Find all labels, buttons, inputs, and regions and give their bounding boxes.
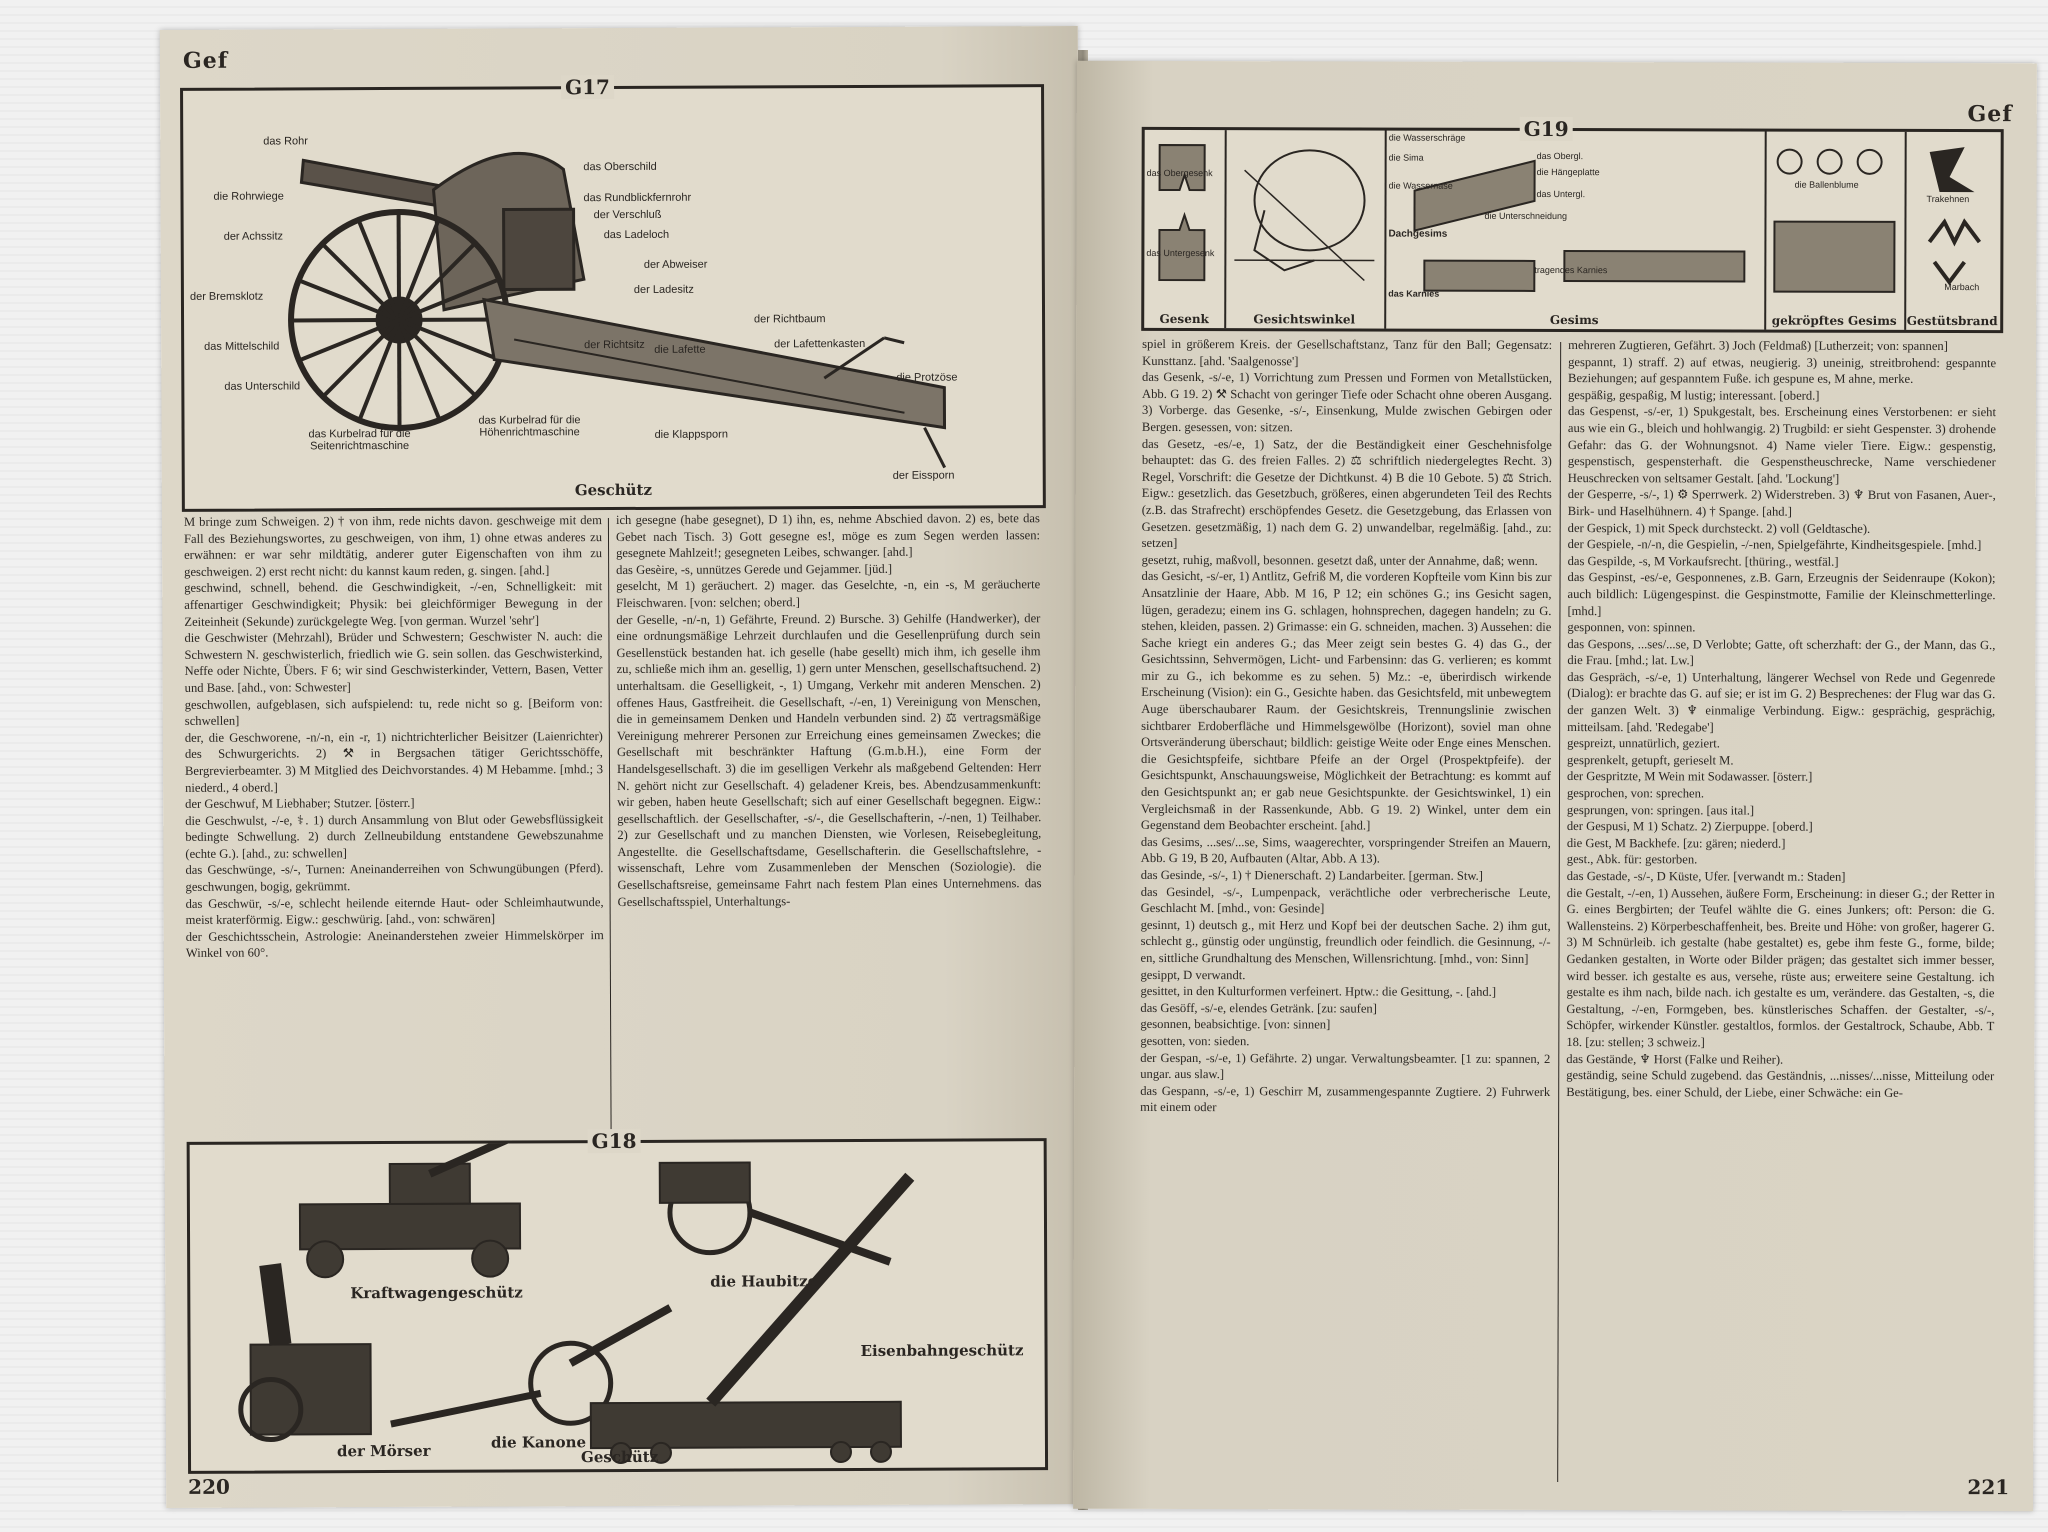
label-haengeplatte: die Hängeplatte: [1536, 166, 1600, 178]
label-protzoese: die Protzöse: [896, 371, 958, 384]
caption-gesims: Gesims: [1549, 312, 1599, 328]
label-lafettenkasten: der Lafettenkasten: [774, 337, 866, 351]
entry: der Gespiele, -n/-n, die Gespielin, -/-nen, Spielgefährte, Kindheitsgespiele. [mhd.]: [1567, 537, 1982, 553]
entry: das Gespons, ...ses/...se, D Verlobte; Gatte, oft scherzhaft: der G., der Mann, das G., die Frau. [mhd.; lat. Lw.]: [1567, 636, 1996, 668]
entry: geselcht, M 1) geräuchert. 2) mager. das Geselchte, -n, ein -s, M geräucherte Fleischwaren. [von: selchen; oberd.]: [616, 577, 1041, 610]
entry: das Gesèire, -s, unnützes Gerede und Gejammer. [jüd.]: [616, 561, 893, 577]
entry: das Gesöff, -s/-e, elendes Getränk. [zu: saufen]: [1140, 1000, 1377, 1016]
die-forge-icon: [1144, 130, 1224, 310]
label-karnies: das Karnies: [1388, 288, 1440, 299]
entry: der Gespick, 1) mit Speck durchsteckt. 2) voll (Geldtasche).: [1567, 520, 1871, 536]
left-page-column-1: [184, 512, 604, 962]
entry: das Gespräch, -s/-e, 1) Unterhaltung, längerer Wechsel von Rede und Gegenrede (Dialog): er brachte das G. auf sie; er ist im G. 2) Besprechenes: der Flug war das G. der ganzen Welt. 3) ♆ einmalige Verbindung. Eigw.: gesprächig, gesprächig, mitteilsam. [ahd. 'Redegabe']: [1567, 669, 1996, 735]
entry: gesponnen, von: spinnen.: [1567, 620, 1696, 635]
left-page-column-2: [616, 510, 1042, 910]
label-kraftwagengeschuetz: Kraftwagengeschütz: [350, 1283, 523, 1303]
caption-gekroepftes-gesims: gekröpftes Gesims: [1771, 313, 1897, 328]
caption-gesichtswinkel: Gesichtswinkel: [1253, 312, 1356, 327]
label-lafette: die Lafette: [654, 343, 706, 356]
figure-g19: [1141, 116, 2004, 333]
label-verschluss: der Verschluß: [593, 208, 662, 222]
entry: spiel in größerem Kreis. der Gesellschaftstanz, Tanz für den Ball; Gegensatz: Kunsttanz. [ahd. 'Saalgenosse']: [1142, 336, 1553, 368]
figure-id-g17: G17: [561, 75, 614, 99]
entry: gesippt, D verwandt.: [1140, 967, 1246, 982]
label-ballenblume: die Ballenblume: [1794, 179, 1859, 190]
entry: die Gest, M Backhefe. [zu: gären; niederd.]: [1566, 835, 1786, 851]
section-gekroepftes-gesims: [1764, 132, 1907, 330]
section-gesims: [1384, 131, 1767, 330]
entry: gesprungen, von: springen. [aus ital.]: [1566, 802, 1755, 818]
entry: gespannt, 1) straff. 2) auf etwas, neugierig. 3) uneinig, streitbrohend: gespannte Beziehungen; auf gespanntem Fuße. ich gespune es, M ahne, merke.: [1568, 354, 1997, 387]
entry: M bringe zum Schweigen. 2) † von ihm, rede nichts davon. geschweige mit dem Fall des Beziehungswortes, zu geschweigen, von ihm, 1) ohne etwas anderes zu erwähnen: er war sehr mildtätig, anderer guter Eigenschaften von ihm zu geschweigen. 2) erst recht nicht: du kannst kaum reden, g. singen. [ahd.]: [183, 513, 603, 579]
entry: das Gespenst, -s/-er, 1) Spukgestalt, bes. Erscheinung eines Verstorbenen: er sieht aus wie ein G., bleich und hohlwangig. 2) Trugbild: er sieht Gespenster. 3) drohende Gefahr: das G. der Wohnungsnot. 4) Name vieler Tiere. Eigw.: gespenstig, gespenstisch, gespensterhaft. die Gespenstheuschrecke, Name verschiedener Heuschrecken von seltsamer Gestalt. [ahd. 'Lockung']: [1567, 404, 1996, 486]
page-number-right: 221: [1967, 1475, 2010, 1500]
entry: der Gespritzte, M Wein mit Sodawasser. [österr.]: [1567, 769, 1813, 785]
figure-caption-g17: Geschütz: [574, 480, 653, 500]
entry: geständig, seine Schuld zugebend. das Geständnis, ...nisses/...nisse, Mitteilung oder Bestätigung, bes. einer Schuld, der Liebe, einer Schwäche: ein Ge-: [1566, 1068, 1995, 1100]
entry: der Gespusi, M 1) Schatz. 2) Zierpuppe. [oberd.]: [1566, 819, 1813, 834]
ballflower-cornice-icon: [1764, 132, 1904, 312]
label-wasserschraege: die Wasserschräge: [1388, 132, 1466, 143]
right-page: [1073, 61, 2037, 1512]
caption-gestuetsbrand: Gestütsbrand: [1906, 313, 1998, 329]
label-moerser: der Mörser: [336, 1441, 431, 1461]
entry: gesonnen, beabsichtige. [von: sinnen]: [1140, 1017, 1331, 1032]
label-klappsporn: die Klappsporn: [654, 428, 728, 441]
label-achssitz: der Achssitz: [223, 230, 284, 243]
guide-word-left: Gef: [182, 47, 229, 74]
column-rule: [608, 518, 612, 1136]
guide-word-right: Gef: [1967, 101, 2013, 128]
label-rohr: das Rohr: [263, 135, 308, 148]
label-haubitze: die Haubitze: [710, 1272, 818, 1291]
label-rohrwiege: die Rohrwiege: [213, 190, 284, 203]
label-eisenbahngeschuetz: Eisenbahngeschütz: [860, 1341, 1024, 1360]
entry: gespäßig, gespaßig, M lustig; interessant. [oberd.]: [1568, 387, 1820, 403]
label-eissporn: der Eissporn: [892, 469, 955, 482]
entry: das Gesindel, -s/-, Lumpenpack, verächtliche oder verbrecherische Leute, Geschlacht M. [mhd., von: Gesinde]: [1140, 884, 1551, 916]
label-dachgesims: Dachgesims: [1388, 228, 1448, 240]
entry: ich gesegne (habe gesegnet), D 1) ihn, es, nehme Abschied davon. 2) es, bete das Gebet nach Tisch. 3) Gott gesegne es!, möge es zum Segen werden lassen: gesegnete Mahlzeit!; gesegneten Leibes, schwanger. [ahd.]: [615, 511, 1041, 561]
label-oberschild: das Oberschild: [583, 160, 657, 174]
entry: die Geschwulst, -/-e, ⚕. 1) durch Ansammlung von Blut oder Gewebsflüssigkeit bedingte Schwellung. 2) durch Zellneubildung entstandene Gewebszunahme (echte G.). [ahd., zu: schwellen]: [185, 811, 604, 861]
label-abweiser: der Abweiser: [643, 258, 708, 271]
entry: das Gespilde, -s, M Vorkaufsrecht. [thüring., westfäl.]: [1567, 553, 1839, 569]
label-trakehnen: Trakehnen: [1926, 193, 1970, 205]
label-kanone: die Kanone: [490, 1433, 587, 1452]
entry: der, die Geschworene, -n/-n, ein -r, 1) nichtrichterlicher Beisitzer (Laienrichter) des Schwurgerichts. 2) ⚒ in Bergsachen tätiger Gerichtsschöffe, Bergrevierbeamter. 3) M Mitglied des Deichvorstandes. 4) M Hebamme. [mhd.; 3 niederd., 4 oberd.]: [184, 728, 604, 795]
entry: der Geselle, -n/-n, 1) Gefährte, Freund. 2) Bursche. 3) Gehilfe (Handwerker), der eine ordnungsmäßige Lehrzeit durchlaufen und die Gesellenprüfung durch sein Gesellenstück bestanden hat. ich geselle (habe gesellt) mich ihm, ich geselle ihm zu, schließe mich ihm an. gesellig, 1) gern unter Menschen, gesellschaftsuchend. 2) unterhaltsam. die Geselligkeit, -, 1) Umgang, Verkehr mit anderen Menschen. 2) offenes Haus, Gastfreiheit. die Gesellschaft, -/-en, 1) Vereinigung von Menschen, die in gemeinsamem Denken und Handeln verbunden sind. 2) ⚖ vertragsmäßige Vereinigung mehrerer Personen zur Erreichung eines gemeinsamen Zweckes; die Gesellschaft mit beschränkter Haftung (G.m.b.H.), eine Form der Handelsgesellschaft. 3) die im geselligen Verkehr als maßgebend Geltenden: Herr N. gehört nicht zur Gesellschaft. 4) geladener Kreis, bes. Abendzusammenkunft: wir geben, haben heute Gesellschaft; sich auf einer Gesellschaft begegnen. Eigw.: gesellschaftlich. der Gesellschafter, -s/-, die Gesellschafterin, -/-nen, 1) Teilhaber. 2) zur Gesellschaft und zu manchen Diensten, wie Vorlesen, Reisebegleitung, Angestellte. die Gesellschaftsdame, Gesellschafterin. die Gesellschaftslehre, -wissenschaft, Lehre vom Zusammenleben der Menschen (Soziologie). die Gesellschaftsreise, gemeinsame Fahrt nach festem Plan eines Unternehmens. das Gesellschaftsspiel, Unterhaltungs-: [616, 610, 1042, 909]
entry: gesittet, in den Kulturformen verfeinert. Hptw.: die Gesittung, -. [ahd.]: [1140, 984, 1497, 1000]
entry: die Gestalt, -/-en, 1) Aussehen, äußere Form, Erscheinung: in dieser G.; der Retter in G. eines Bergbirten; der Teufel wählte die G. eines Junkers; oft: Person: die G. Wallensteins. 2) Körperbeschaffenheit, bes. Breite und Höhe: von großer, hagerer G. 3) M Schnürleib. ich gestalte (habe gestaltet) es, gebe ihm feste G., forme, bilde; Gedanken gestalten, in Worte oder Bilder prägen; das gestaltet sich immer besser, wird besser. ich gestalte es aus, versehe, rüste aus; erweitere seine Gestaltung. ich gestalte es ihm nach, bilde nach. ich gestalte es um, verändere. das Gestalten, -s, die Gestaltung, -/-en, Formgeben, bes. künstlerisches Schaffen. der Gestalter, -s/-, Schöpfer, wirkender Künstler. gestaltlos, formlos. der Gestaltrock, Schaube, Abb. T 18. [zu: stellen; 3 schweiz.]: [1566, 885, 1995, 1050]
label-obergl: das Obergl.: [1536, 150, 1584, 162]
label-kurbelrad-hoehe: das Kurbelrad für die Höhenrichtmaschine: [478, 414, 581, 439]
entry: das Gesims, ...ses/...se, Sims, waagerechter, vorspringender Streifen an Mauern, Abb. G 19, B 20, Aufbauten (Altar, Abb. A 13).: [1140, 834, 1551, 866]
label-rundblickfernrohr: das Rundblickfernrohr: [583, 191, 692, 205]
label-tragendes-karnies: tragendes Karnies: [1534, 264, 1608, 276]
entry: das Gesicht, -s/-er, 1) Antlitz, Gefriß M, die vorderen Kopfteile vom Kinn bis zur Ansatzlinie der Haare, Abb. M 16, P 12; ein schönes G.; ins Gesicht sagen, lügen, geradezu; einem ins G. schlagen, hohnsprechen, dagegen handeln; zu G. stehen, kleiden, passen. 2) Grimasse: ein G. schneiden, machen. 3) Aussehen: die Sache kriegt ein anderes G.; das Meer zeigt sein bestes G. 4) das G., der Gesichtssinn, Sehvermögen, Licht- und Farbensinn: das G. verlieren; es kommt mir zu G., ich bekomme es zu sehen. 5) Mz.: -e, überirdisch wirkende Erscheinung (Vision): ein G., Gesichte haben. das Gesichtsfeld, mit unbewegtem Auge überschaubarer Raum. der Gesichtskreis, Trennungslinie zwischen sichtbarer Erdoberfläche und Himmelsgewölbe (Horizont), soviel man ohne Ortsveränderung überschaut; bildlich: geistige Weite oder Enge eines Menschen. die Gesichtspfeife, sichtbare Pfeife an der Orgel (Prospektpfeife). der Gesichtspunkt, Anschauungsweise, Möglichkeit der Betrachtung: es kommt auf den Gesichtspunkt an; er gab neue Gesichtspunkte. der Gesichtswinkel, 1) ein Vergleichsmaß in der Rassenkunde, Abb. G 19. 2) Winkel, unter dem ein Gegenstand dem Beobachter erscheint. [ahd.]: [1140, 569, 1552, 833]
entry: gesprenkelt, getupft, gerieselt M.: [1567, 752, 1734, 768]
artillery-illustration: [190, 1141, 1045, 1471]
figure-id-g18: G18: [588, 1129, 641, 1153]
label-sima: die Sima: [1388, 152, 1424, 163]
entry: gesprochen, von: sprechen.: [1566, 786, 1705, 801]
entry: mehreren Zugtieren, Gefährt. 3) Joch (Feldmaß) [Lutherzeit; von: spannen]: [1568, 338, 1948, 354]
entry: gesetzt, ruhig, maßvoll, besonnen. gesetzt daß, unter der Annahme, daß; wenn.: [1141, 552, 1538, 568]
label-ladeloch: das Ladeloch: [603, 228, 670, 242]
entry: das Gespinst, -es/-e, Gesponnenes, z.B. Garn, Erzeugnis der Seidenraupe (Kokon); auch bildlich: Lügengespinst. die Gespinstmotte, Familie der Kleinschmetterlinge. [mhd.]: [1567, 570, 1996, 618]
entry: das Gespann, -s/-e, 1) Geschirr M, zusammengespannte Zugtiere. 2) Fuhrwerk mit einem oder: [1140, 1083, 1551, 1115]
entry: das Gestade, -s/-, D Küste, Ufer. [verwandt m.: Staden]: [1566, 869, 1846, 884]
section-gestuetsbrand: [1904, 132, 2001, 330]
entry: das Gesetz, -es/-e, 1) Satz, der die Beständigkeit einer Geschehnisfolge behauptet: das G. des freien Falles. 2) ⚖ schriftlich niedergelegtes Recht. 3) Regel, Vorschrift: die Gesetze der Dichtkunst. 4) B die 10 Gebote. 5) ⚖ Strich. Eigw.: gesetzlich. das Gesetzbuch, größeres, einen abgerundeten Teil des Rechts (z.B. das Strafrecht) erschöpfendes Gesetz. die Gesetzgebung, das Erlassen von Gesetzen. gesetzmäßig, 1) nach dem G. 2) unwandelbar, regelmäßig. [ahd., zu: setzen]: [1141, 436, 1552, 551]
figure-g18: [187, 1128, 1048, 1474]
entry: der Gespan, -s/-e, 1) Gefährte. 2) ungar. Verwaltungsbeamter. [1 zu: spannen, 2 ungar. aus slaw.]: [1140, 1050, 1551, 1082]
label-marbach: Marbach: [1944, 282, 1980, 293]
label-kurbelrad-seite: das Kurbelrad für die Seitenrichtmaschine: [308, 427, 411, 453]
entry: gest., Abk. für: gestorben.: [1566, 852, 1698, 867]
column-rule: [1557, 342, 1561, 1482]
entry: gesotten, von: sieden.: [1140, 1033, 1250, 1049]
page-number-left: 220: [188, 1474, 230, 1499]
left-page: [160, 26, 1084, 1508]
entry: der Geschichtsschein, Astrologie: Aneinanderstehen zweier Himmelskörper im Winkel von 60°.: [185, 927, 604, 961]
label-bremsklotz: der Bremsklotz: [189, 290, 264, 303]
entry: der Gesperre, -s/-, 1) ⚙ Sperrwerk. 2) Widerstreben. 3) ♆ Brut von Fasanen, Auer-, Birk- und Haselhühnern. 4) † Spange. [ahd.]: [1567, 487, 1996, 519]
entry: die Geschwister (Mehrzahl), Brüder und Schwestern; Geschwister N. auch: die Schwestern N. geschwisterlich, friedlich wie G. sein sollen. das Geschwisterkind, Neffe oder Nichte, Übers. F 6; wir sind Geschwisterkinder, Vettern, Basen, Vetter und Base. [ahd., von: Schwester]: [184, 629, 603, 695]
label-unterschild: das Unterschild: [224, 380, 301, 393]
label-wassernase: die Wassernase: [1388, 180, 1453, 191]
section-gesenk: [1144, 130, 1227, 328]
figure-id-g19: G19: [1520, 117, 1573, 141]
entry: das Gesinde, -s/-, 1) † Dienerschaft. 2) Landarbeiter. [german. Stw.]: [1140, 867, 1484, 883]
label-mittelschild: das Mittelschild: [204, 340, 280, 353]
label-ladesitz: der Ladesitz: [633, 283, 694, 296]
entry: geschwollen, aufgeblasen, sich aufspielend: tu, rede nicht so g. [Beiform von: schwellen]: [184, 695, 603, 729]
entry: gesinnt, 1) deutsch g., mit Herz und Kopf bei der deutschen Sache. 2) ihm gut, schlecht g., günstig oder ungünstig, freundlich oder feindlich. die Gesinnung, -/-en, sittliche Grundhaltung des Menschen, Willensrichtung. [mhd., von: Sinn]: [1140, 917, 1551, 966]
figure-g17: [180, 75, 1046, 512]
right-page-column-1: [1140, 336, 1552, 1117]
skull-profile-icon: [1224, 130, 1384, 310]
label-untergesenk: das Untergesenk: [1146, 247, 1215, 259]
label-untergl: das Untergl.: [1536, 188, 1586, 200]
right-page-column-2: [1566, 337, 1996, 1101]
entry: das Gestände, ♆ Horst (Falke und Reiher).: [1566, 1051, 1784, 1067]
entry: der Geschwuf, M Liebhaber; Stutzer. [österr.]: [185, 795, 415, 812]
label-obergesenk: das Obergesenk: [1146, 167, 1213, 179]
label-richtsitz: der Richtsitz: [584, 338, 645, 352]
entry: das Gesenk, -s/-e, 1) Vorrichtung zum Pressen und Formen von Metallstücken, Abb. G 19. 2) ⚒ Schacht von geringer Tiefe oder Schacht ohne oberen Ausgang. 3) Vorberge. das Gesenke, -s/-, Einsenkung, Mulde zwischen Gebirgen oder Bergen. gesessen, von: sitzen.: [1141, 370, 1553, 435]
entry: gespreizt, unnatürlich, geziert.: [1567, 736, 1720, 751]
section-gesichtswinkel: [1224, 130, 1387, 328]
label-unterschneidung: die Unterschneidung: [1484, 210, 1568, 222]
entry: das Geschwünge, -s/-, Turnen: Aneinanderreihen von Schwungübungen (Pferd). geschwungen, bogig, gekrümmt.: [185, 861, 604, 894]
entry: das Geschwür, -s/-e, schlecht heilende eiternde Haut- oder Schleimhautwunde, meist kraterförmig. Eigw.: geschwürig. [ahd., von: schwären]: [185, 894, 604, 928]
entry: geschwind, schnell, behend. die Geschwindigkeit, -/-en, Schnelligkeit: mit affenartiger Geschwindigkeit; Physik: bei gleichförmiger Bewegung in der Zeiteinheit (Sekunde) zurückgelegte Weg. [von german. Wurzel 'sehr']: [184, 579, 603, 629]
caption-gesenk: Gesenk: [1159, 311, 1209, 327]
label-richtbaum: der Richtbaum: [754, 313, 826, 326]
figure-caption-g18: Geschütz: [580, 1447, 659, 1467]
